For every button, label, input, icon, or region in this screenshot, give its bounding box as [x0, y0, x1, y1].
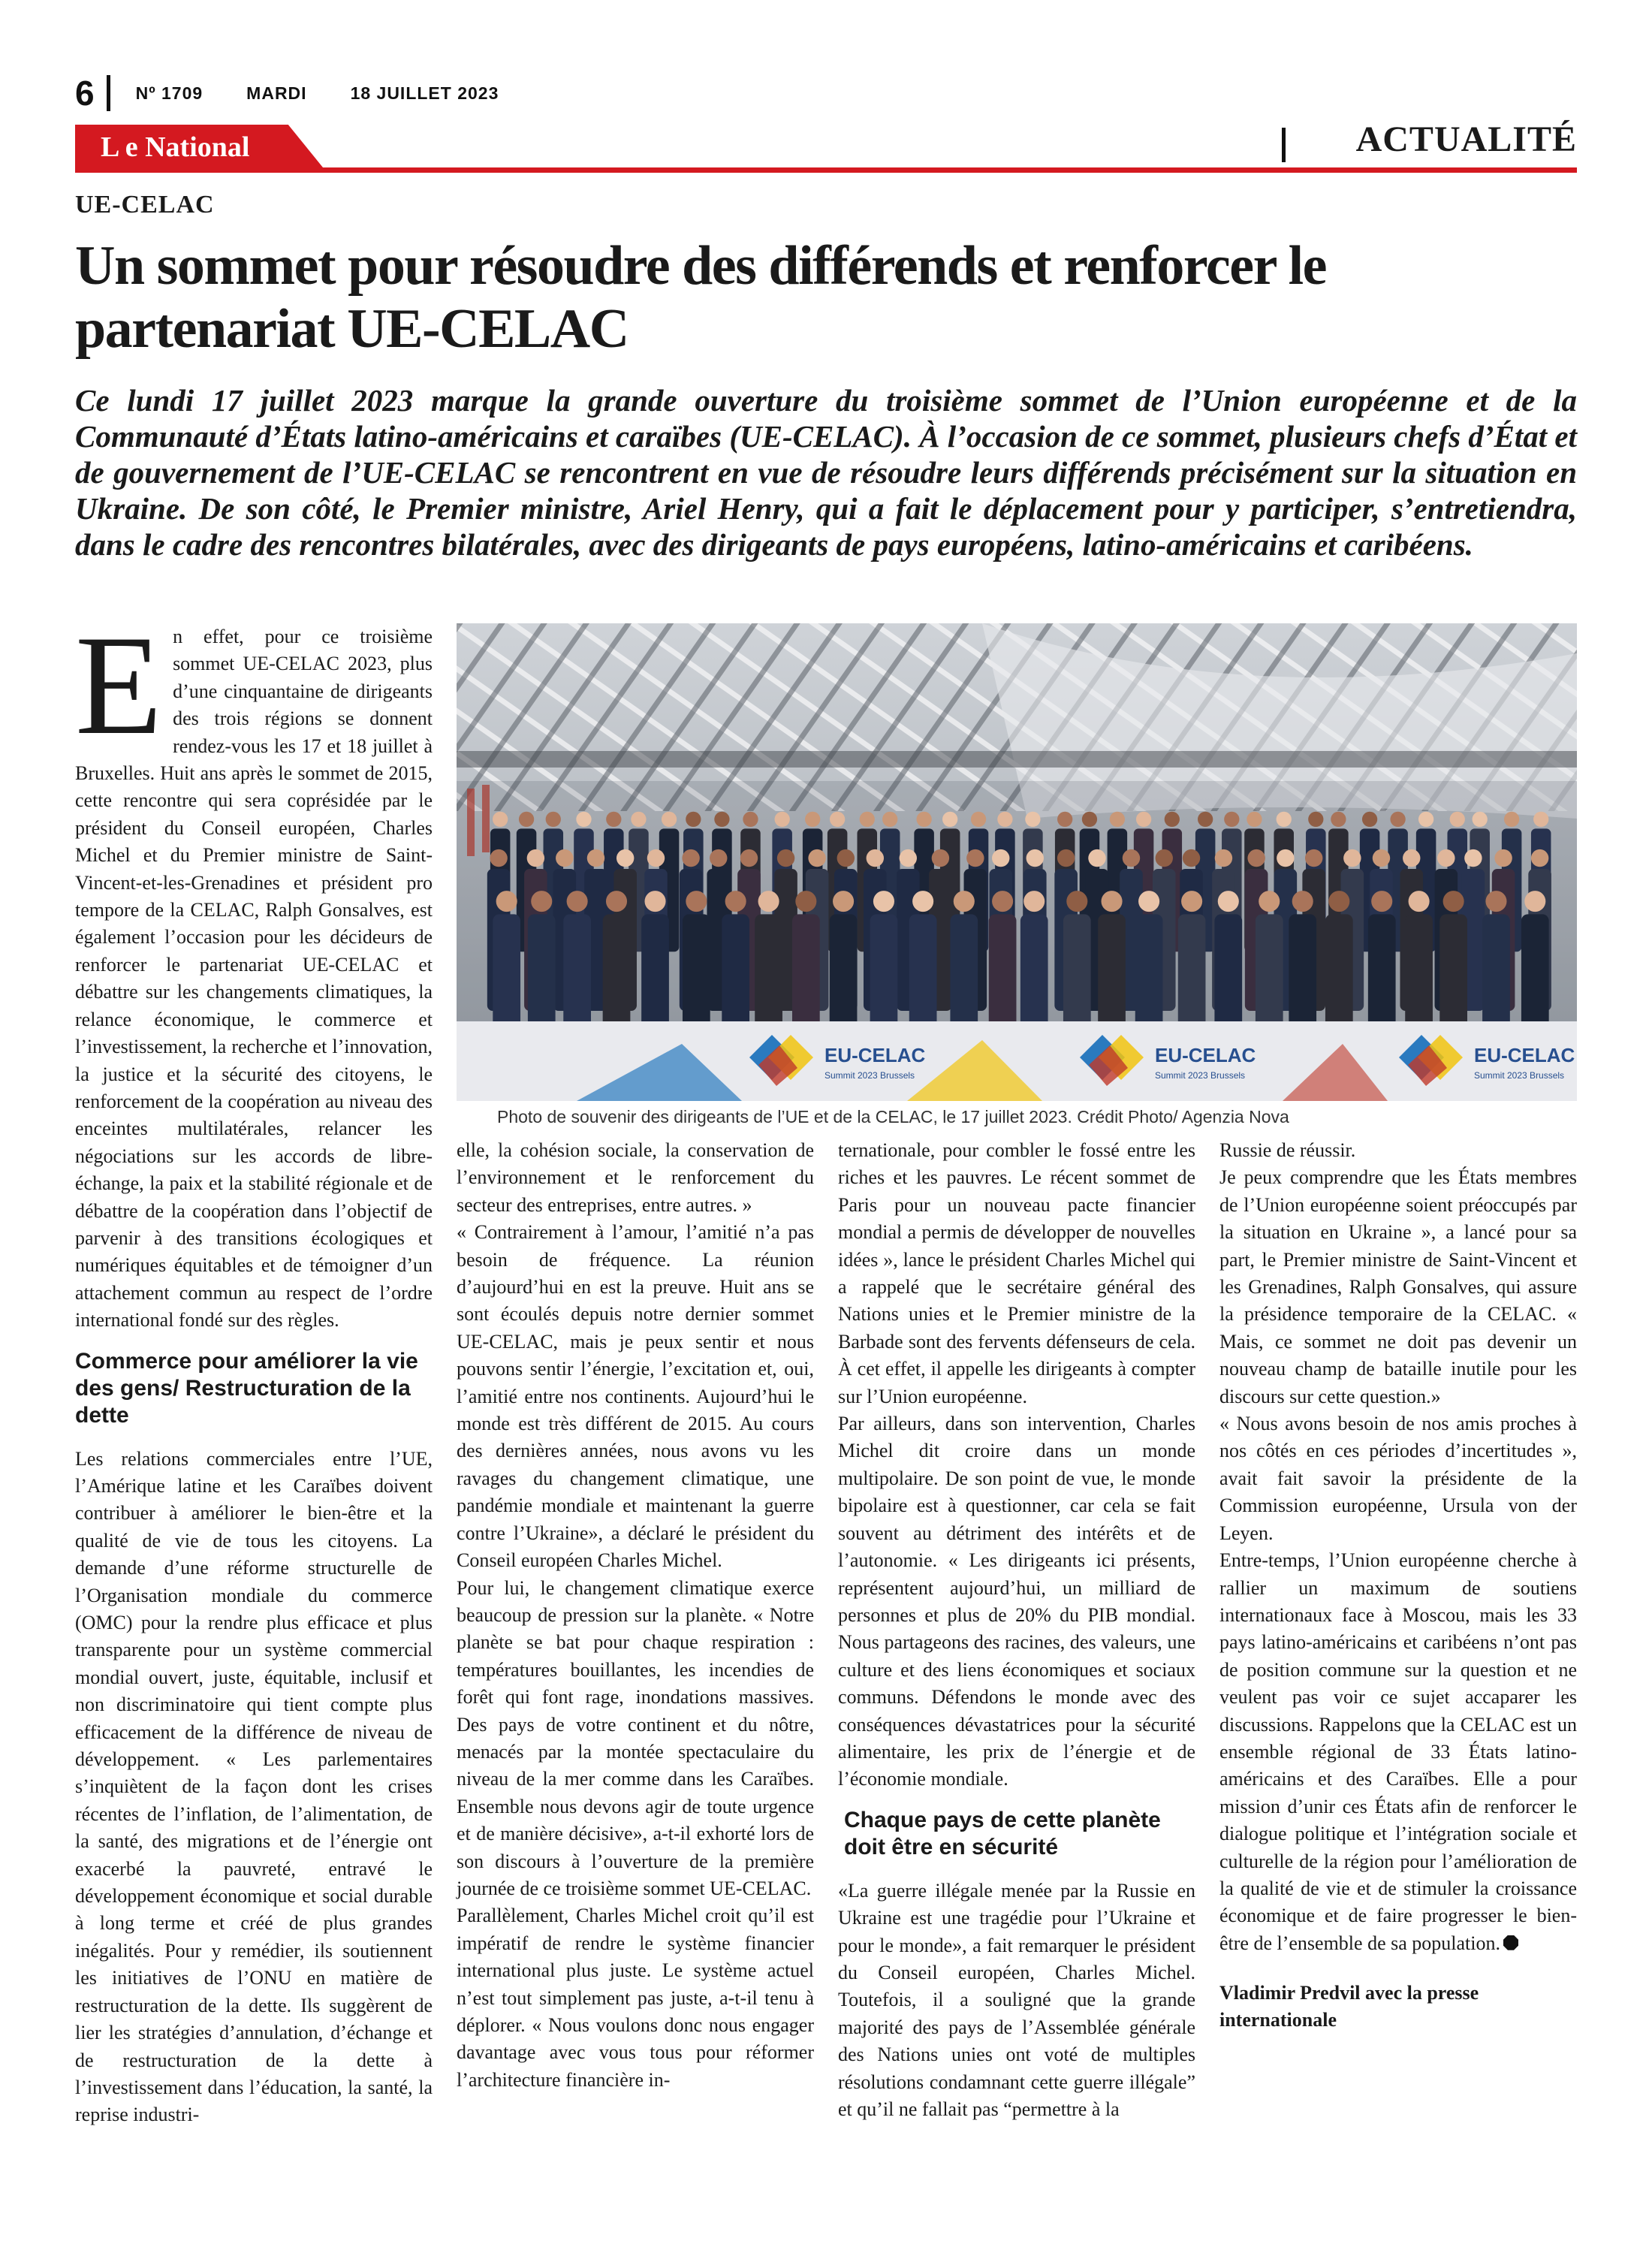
- banner-sublabel-2: Summit 2023 Brussels: [1155, 1070, 1246, 1081]
- paragraph: [75, 607, 433, 1335]
- banner-label-3: EU-CELAC: [1474, 1044, 1575, 1066]
- section-title: ACTUALITÉ: [1355, 119, 1577, 159]
- article-lead: Ce lundi 17 juillet 2023 marque la grande ouverture du troisième sommet de l’Union européenne et de la Communauté d’États latino-américains et caraïbes (UE-CELAC). À l’occasion de ce sommet, plusieurs chefs d’État et de gouvernement de l’UE-CELAC se rencontrent en vue de résoudre leurs différends précisément sur la situation en Ukraine. De son côté, le Premier ministre, Ariel Henry, qui a fait le déplacement pour y participer, s’entretiendra, dans le cadre des rencontres bilatérales, avec des dirigeants de pays européens, latino-américains et caribéens.: [75, 383, 1577, 562]
- page-number: 6: [75, 74, 95, 113]
- article-headline: Un sommet pour résoudre des différends et renforcer le partenariat UE-CELAC: [75, 235, 1326, 360]
- subheading: Chaque pays de cette planète doit être en sécurité: [844, 1807, 1161, 1859]
- banner-sublabel-1: Summit 2023 Brussels: [824, 1070, 915, 1081]
- column-1: [75, 607, 433, 2129]
- issue-date: 18 JUILLET 2023: [350, 83, 499, 103]
- header-rule: [75, 167, 1577, 173]
- banner-label-1: EU-CELAC: [824, 1044, 926, 1066]
- paragraph: Les relations commerciales entre l’UE, l’Amérique latine et les Caraïbes doivent contribuer à améliorer le bien-être et la qualité de vie de tous les citoyens. La demande d’une réforme structurelle de l’Organisation mondiale du commerce (OMC) pour la rendre plus efficace et plus transparente pour un système commercial mondial ouvert, juste, équitable, inclusif et non discriminatoire qui tient compte plus efficacement de la différence de niveau de développement. « Les parlementaires s’inquiètent de la façon dont les crises récentes de l’inflation, de l’alimentation, de la santé, des migrations et de l’énergie ont exacerbé la pauvreté, entravé le développement économique et social durable à long terme et créé de plus grandes inégalités. Pour y remédier, ils soutiennent les initiatives de l’ONU en matière de restructuration de la dette. Ils suggèrent de lier les stratégies d’annulation, d’échange et de restructuration de la dette à l’investissement dans l’éducation, la santé, la reprise industri-: [75, 1447, 433, 2126]
- paragraph: «La guerre illégale menée par la Russie en Ukraine est une tragédie pour l’Ukraine et pour le monde», a fait remarquer le président du Conseil européen, Charles Michel. Toutefois, il a souligné que la grande majorité des pays de l’Assemblée générale des Nations unies ont voté de multiples résolutions condamnant cette guerre illégale” et qu’il ne fallait pas “permettre à la: [838, 1879, 1195, 2120]
- summit-photo: [457, 623, 1577, 1101]
- photo-caption: Photo de souvenir des dirigeants de l’UE et de la CELAC, le 17 juillet 2023. Crédit Photo/ Agenzia Nova: [497, 1107, 1289, 1126]
- paragraph: « Nous avons besoin de nos amis proches à nos côtés en ces périodes d’incertitudes », avait fait savoir la présidente de la Commission européenne, Ursula von der Leyen.: [1219, 1413, 1577, 1544]
- paragraph-text: Entre-temps, l’Union européenne cherche à rallier un maximum de soutiens internationaux face à Moscou, mais les 33 pays latino-américains et caribéens n’ont pas de position commune sur la question et ne veulent pas voir ce sujet accaparer les discussions. Rappelons que la CELAC est un ensemble régional de 33 États latino-américains et des Caraïbes. Elle a pour mission d’unir ces États afin de renforcer le dialogue politique et l’intégration sociale et culturelle de la région pour l’amélioration de la qualité de vie et de stimuler la croissance économique et de faire progresser le bien-être de l’ensemble de sa population.: [1219, 1549, 1577, 1954]
- paragraph: Pour lui, le changement climatique exerce beaucoup de pression sur la planète. « Notre planète se bat pour chaque respiration : températures bouillantes, les incendies de forêt qui font rage, inondations massives. Des pays de votre continent et du nôtre, menacés par la montée spectaculaire du niveau de la mer comme dans les Caraïbes. Ensemble nous devons agir de toute urgence et de manière décisive», a-t-il exhorté lors de son discours à l’ouverture de la première journée de ce troisième sommet UE-CELAC.: [457, 1576, 814, 1899]
- paragraph: Par ailleurs, dans son intervention, Charles Michel dit croire dans un monde multipolaire. De son point de vue, le monde bipolaire est à questionner, car cela se fait souvent au détriment des intérêts et de l’autonomie. « Les dirigeants ici présents, représentent aujourd’hui, un milliard de personnes et plus de 20% du PIB mondial. Nous partageons des racines, des valeurs, une culture et des liens économiques et sociaux communs. Défendons le monde avec des conséquences dévastatrices pour la sécurité alimentaire, les prix de l’énergie et de l’économie mondiale.: [838, 1413, 1195, 1790]
- paragraph: Je peux comprendre que les États membres de l’Union européenne soient préoccupés par la situation en Ukraine », a lancé pour sa part, le Premier ministre de Saint-Vincent et les Grenadines, Ralph Gonsalves, qui assure la présidence temporaire de la CELAC. « Mais, ce sommet ne doit pas devenir un nouveau champ de bataille inutile pour les discours sur cette question.»: [1219, 1166, 1577, 1407]
- paragraph: Parallèlement, Charles Michel croit qu’il est impératif de rendre le système financier international plus juste. Le système actuel n’est tout simplement pas juste, a-t-il tenu à déplorer. « Nous voulons donc nous engager davantage avec vous tous pour réformer l’architecture financière in-: [457, 1905, 814, 2091]
- banner-label-2: EU-CELAC: [1155, 1044, 1256, 1066]
- end-mark-icon: [1503, 1935, 1518, 1950]
- paragraph: Russie de réussir.: [1219, 1139, 1356, 1161]
- section-divider: [1282, 128, 1286, 162]
- article-signature: Vladimir Predvil avec la presse internationale: [1219, 1982, 1479, 2031]
- paragraph-text: n effet, pour ce troisième sommet UE-CELAC 2023, plus d’une cinquantaine de dirigeants des trois régions se donnent rendez-vous les 17 et 18 juillet à Bruxelles. Huit ans après le sommet de 2015, cette rencontre qui sera coprésidée par le président du Conseil européen, Charles Michel et du Premier ministre de Saint-Vincent-et-les-Grenadines et président pro tempore de la CELAC, Ralph Gonsalves, est également l’occasion pour les décideurs de renforcer le partenariat UE-CELAC et débattre sur les changements climatiques, la relance économique, le commerce et l’investissement, la recherche et l’innovation, la justice et la sécurité des citoyens, le renforcement de la coopération au niveau des enceintes multilatérales, relancer les négociations sur les accords de libre-échange, la paix et la stabilité régionale et de débattre de la coopération dans l’objectif de parvenir à des transitions écologiques et numériques équitables et de témoigner d’un attachement commun au respect de l’ordre international fondé sur des règles.: [75, 626, 433, 1332]
- drop-cap: E: [75, 607, 163, 765]
- column-3: [838, 1137, 1195, 2123]
- paragraph: « Contrairement à l’amour, l’amitié n’a pas besoin de fréquence. La réunion d’aujourd’hui en est la preuve. Huit ans se sont écoulés depuis notre dernier sommet UE-CELAC, mais je peux sentir et nous pouvons sentir l’énergie, l’excitation et, oui, l’amitié entre nos continents. Aujourd’hui le monde est très différent de 2015. Au cours des dernières années, nous avons vu les ravages du changement climatique, une pandémie mondiale et maintenant la guerre contre l’Ukraine», a déclaré le président du Conseil européen Charles Michel.: [457, 1221, 814, 1572]
- paragraph: [1219, 1547, 1577, 1957]
- brand-logo: L e National: [101, 131, 250, 163]
- paragraph: elle, la cohésion sociale, la conservation de l’environnement et le renforcement du secteur des entreprises, entre autres. »: [457, 1139, 814, 1216]
- page-header: [75, 72, 542, 114]
- banner-sublabel-3: Summit 2023 Brussels: [1474, 1070, 1565, 1081]
- issue-number: Nº 1709: [135, 83, 203, 103]
- article-kicker: UE-CELAC: [75, 191, 215, 219]
- column-4: [1219, 1137, 1577, 2034]
- summit-photo-illustration: [457, 623, 1577, 1101]
- header-divider: [107, 75, 110, 111]
- issue-day: MARDI: [246, 83, 307, 103]
- subheading: Commerce pour améliorer la vie des gens/ Restructuration de la dette: [75, 1348, 418, 1428]
- paragraph: ternationale, pour combler le fossé entre les riches et les pauvres. Le récent sommet de Paris pour un nouveau pacte financier mondial a permis de développer de nouvelles idées », lance le président Charles Michel qui a rappelé que le secrétaire général des Nations unies et le Premier ministre de la Barbade sont des fervents défenseurs de cela. À cet effet, il appelle les dirigeants à compter sur l’Union européenne.: [838, 1139, 1195, 1407]
- column-2: [457, 1137, 814, 2094]
